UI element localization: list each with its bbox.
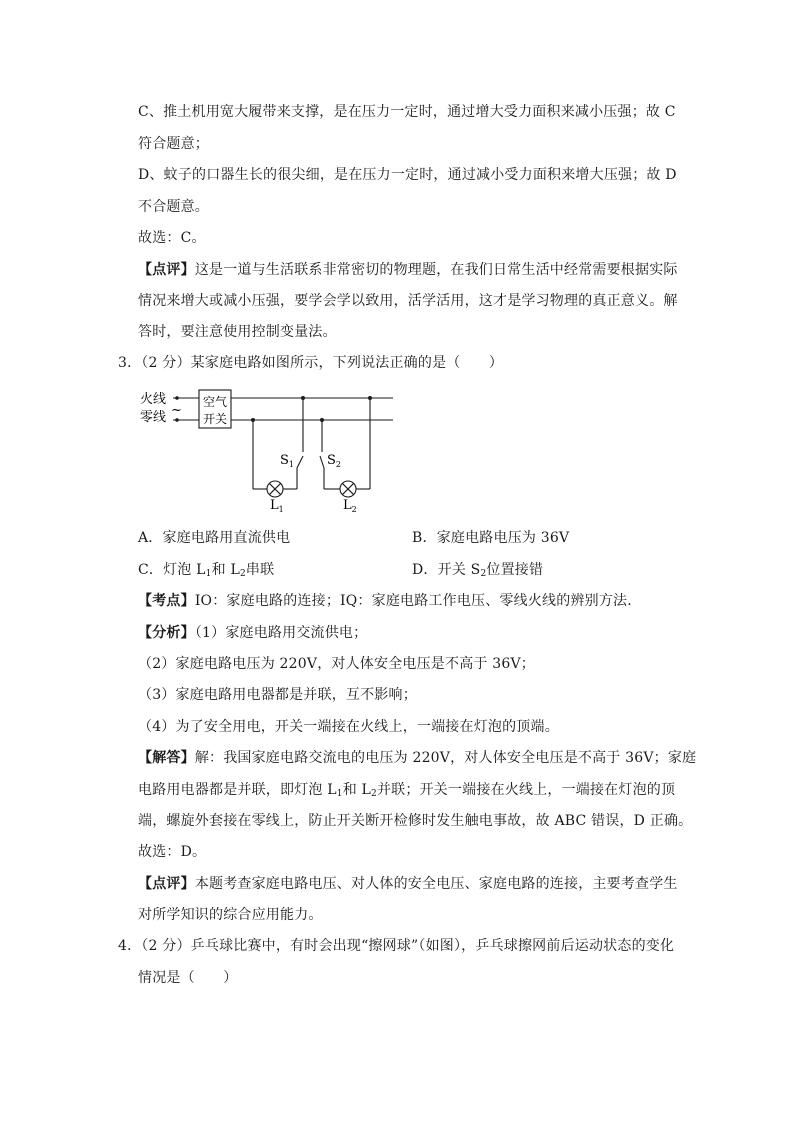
kaodian-line: 【考点】IO：家庭电路的连接；IQ：家庭电路工作电压、零线火线的辨别方法． [138,593,642,609]
jieda-line3: 端，螺旋外套接在零线上，防止开关断开检修时发生触电事故，故 ABC 错误，D 正确。 [138,813,693,829]
lamp-l2-label: $L_2$ [343,498,357,514]
fenxi-line3: （3）家庭电路用电器都是并联，互不影响； [138,687,417,703]
option-b: B．家庭电路电压为 36V [412,530,570,546]
fenxi-tag: 【分析】 [138,625,195,641]
household-circuit-diagram [135,384,400,519]
q3-comment-tag: 【点评】 [138,876,195,892]
fenxi-line4: （4）为了安全用电，开关一端接在火线上，一端接在灯泡的顶端。 [138,719,559,735]
option-c: C．灯泡 $L_1$和 $L_2$串联 [138,562,275,579]
prev-comment-line1 [138,262,678,278]
zero-wire-label: 零线 [140,410,167,425]
option-a: A．家庭电路用直流供电 [138,530,291,546]
option-d-explanation-line2: 不合题意。 [138,199,209,215]
jieda-tag: 【解答】 [138,750,195,766]
lamp-l1-label: $L_1$ [270,498,284,514]
fenxi-line1: 【分析】（1）家庭电路用交流供电； [138,625,368,641]
q3-comment-line1: 【点评】本题考查家庭电路电压、对人体的安全电压、家庭电路的连接，主要考查学生 [138,876,678,892]
comment-text: 这是一道与生活联系非常密切的物理题，在我们日常生活中经常需要根据实际 [194,262,678,278]
kaodian-tag: 【考点】 [138,593,195,609]
option-d-explanation-line1: D、蚊子的口器生长的很尖细，是在压力一定时，通过减小受力面积来增大压强；故 D [138,167,677,183]
fire-wire-label: 火线 [140,392,167,407]
jieda-line1: 【解答】解：我国家庭电路交流电的电压为 220V，对人体安全电压是不高于 36V；家庭 [138,750,697,766]
option-d: D．开关 $S_2$位置接错 [412,562,544,579]
jieda-line2: 电路用电器都是并联，即灯泡 $L_1$和 $L_2$并联；开关一端接在火线上，一端接在灯泡的顶 [138,782,676,799]
comment-tag: 【点评】 [138,262,195,278]
prev-comment-line3: 答时，要注意使用控制变量法。 [138,324,337,340]
ac-symbol: ~ [171,403,182,418]
fenxi-line2: （2）家庭电路电压为 220V，对人体安全电压是不高于 36V； [138,656,535,672]
switch-s2-label: $S_2$ [327,453,341,469]
switch-s1-label: $S_1$ [280,453,294,469]
question-4-stem-line1: 4．（2 分）乒乓球比赛中，有时会出现“擦网球”（如图），乒乓球擦网前后运动状态的变化 [118,938,675,954]
breaker-label-bottom: 开关 [203,412,228,426]
option-c-explanation-line1: C、推土机用宽大履带来支撑，是在压力一定时，通过增大受力面积来减小压强；故 C [138,104,676,120]
prev-comment-line2: 情况来增大或减小压强，要学会学以致用，活学活用，这才是学习物理的真正意义。解 [138,293,678,309]
q3-answer: 故选：D。 [138,844,207,860]
q3-comment-line2: 对所学知识的综合应用能力。 [138,907,323,923]
breaker-label-top: 空气 [203,395,228,409]
question-3-stem: 3．（2 分）某家庭电路如图所示，下列说法正确的是（ ） [118,355,504,371]
option-c-explanation-line2: 符合题意； [138,136,209,152]
question-4-stem-line2: 情况是（ ） [138,970,238,986]
prev-answer: 故选：C。 [138,230,206,246]
